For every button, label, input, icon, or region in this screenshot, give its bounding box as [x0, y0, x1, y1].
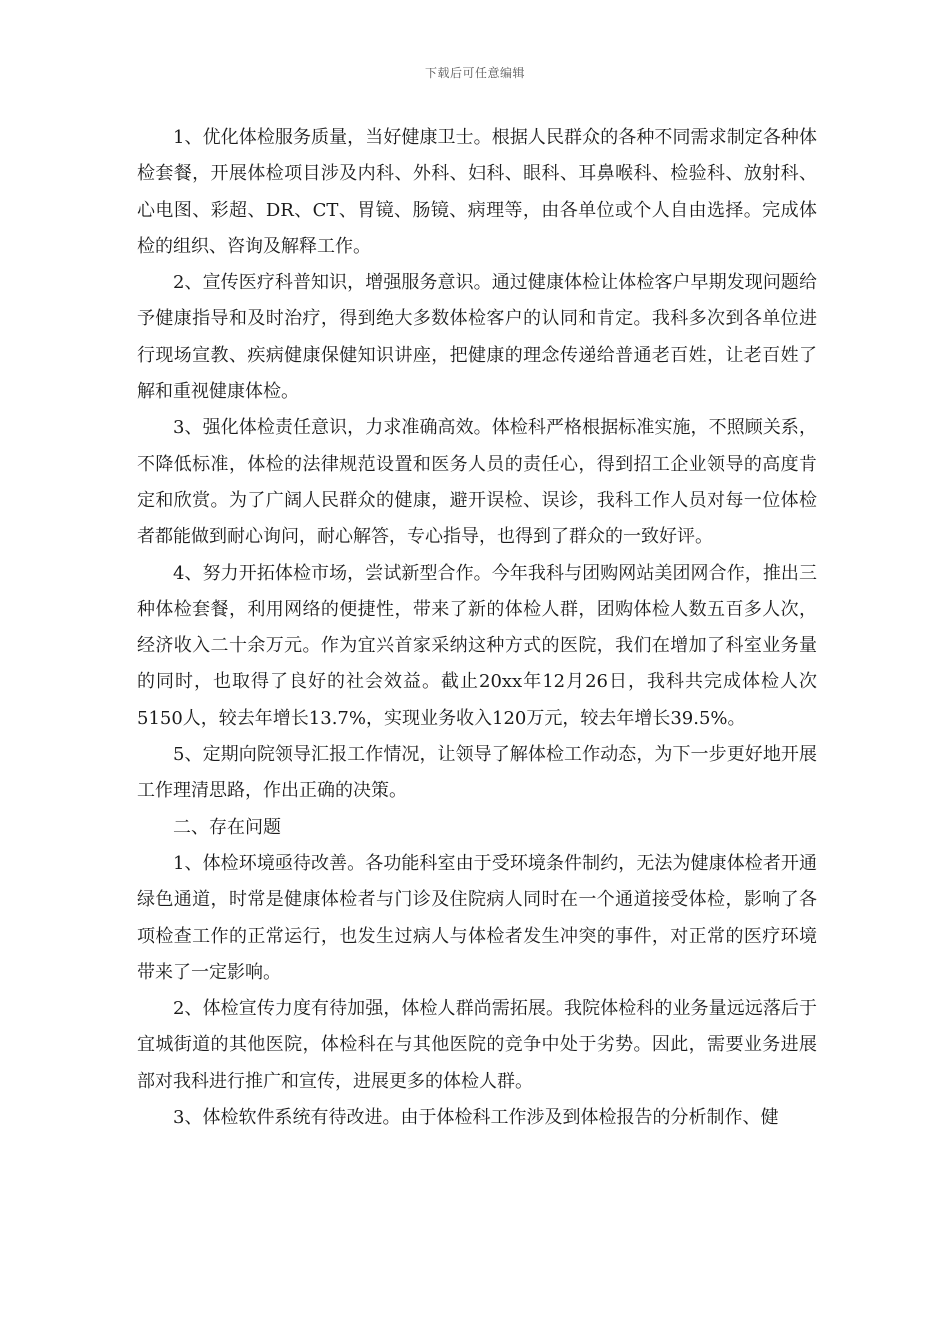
paragraph-publicity: 2、体检宣传力度有待加强，体检人群尚需拓展。我院体检科的业务量远远落后于宜城街道的其他医院，体检科在与其他医院的竞争中处于劣势。因此，需要业务进展部对我科进行推广和宣传，进展更多的体检人群。	[137, 998, 817, 1092]
paragraph-responsibility: 3、强化体检责任意识，力求准确高效。体检科严格根据标准实施，不照顾关系，不降低标准，体检的法律规范设置和医务人员的责任心，得到招工企业领导的高度肯定和欣赏。为了广阔人民群众的健康，避开误检、误诊，我科工作人员对每一位体检者都能做到耐心询问，耐心解答，专心指导，也得到了群众的一致好评。	[137, 417, 817, 548]
paragraph-reporting: 5、定期向院领导汇报工作情况，让领导了解体检工作动态，为下一步更好地开展工作理清思路，作出正确的决策。	[137, 744, 817, 802]
paragraph-market-expansion: 4、努力开拓体检市场，尝试新型合作。今年我科与团购网站美团网合作，推出三种体检套餐，利用网络的便捷性，带来了新的体检人群，团购体检人数五百多人次，经济收入二十余万元。作为宜兴首家采纳这种方式的医院，我们在增加了科室业务量的同时，也取得了良好的社会效益。截止20xx年12月26日，我科共完成体检人次5150人，较去年增长13.7%，实现业务收入120万元，较去年增长39.5%。	[137, 562, 817, 729]
paragraph-environment: 1、体检环境亟待改善。各功能科室由于受环境条件制约，无法为健康体检者开通绿色通道，时常是健康体检者与门诊及住院病人同时在一个通道接受体检，影响了各项检查工作的正常运行，也发生过病人与体检者发生冲突的事件，对正常的医疗环境带来了一定影响。	[137, 852, 817, 983]
section-heading-problems: 二、存在问题	[173, 816, 281, 838]
paragraph-service-quality: 1、优化体检服务质量，当好健康卫士。根据人民群众的各种不同需求制定各种体检套餐，开展体检项目涉及内科、外科、妇科、眼科、耳鼻喉科、检验科、放射科、心电图、彩超、DR、CT、胃镜、肠镜、病理等，由各单位或个人自由选择。完成体检的组织、咨询及解释工作。	[137, 127, 817, 257]
document-body	[137, 120, 817, 1136]
paragraph-software: 3、体检软件系统有待改进。由于体检科工作涉及到体检报告的分析制作、健	[173, 1107, 779, 1129]
paragraph-health-education: 2、宣传医疗科普知识，增强服务意识。通过健康体检让体检客户早期发现问题给予健康指导和及时治疗，得到绝大多数体检客户的认同和肯定。我科多次到各单位进行现场宣教、疾病健康保健知识讲座，把健康的理念传递给普通老百姓，让老百姓了解和重视健康体检。	[137, 272, 817, 403]
page-header: 下载后可任意编辑	[424, 66, 525, 80]
